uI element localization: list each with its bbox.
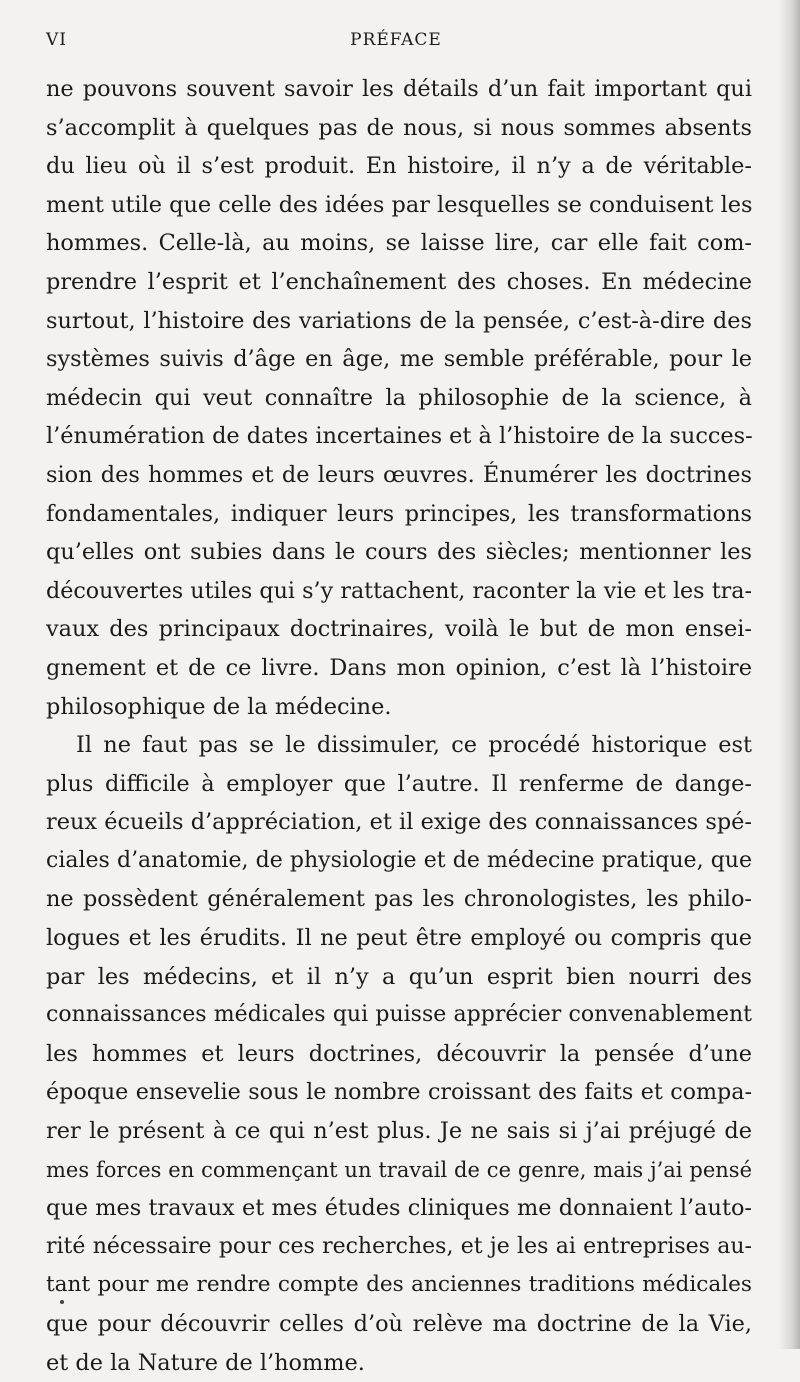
text-line: reux écueils d’appréciation, et il exige des connaissances spé- [46,809,752,836]
text-line: qu’elles ont subies dans le cours des siècles; mentionner les [46,539,752,566]
text-line: mes forces en commençant un travail de ce genre, mais j’ai pensé [46,1157,752,1182]
text-line: hommes. Celle-là, au moins, se laisse lire, car elle fait com- [46,230,752,257]
paragraph-end-line: philosophique de la médecine. [46,693,392,720]
paragraph-start-line: Il ne faut pas se le dissimuler, ce procédé historique est [76,732,752,759]
paragraph-end-line: et de la Nature de l’homme. [46,1349,365,1376]
text-line: surtout, l’histoire des variations de la pensée, c’est-à-dire des [46,307,752,334]
text-line: médecin qui veut connaître la philosophie de la science, à [46,384,752,411]
ink-speck [60,1300,64,1304]
body-text [46,70,752,1382]
text-line: prendre l’esprit et l’enchaînement des choses. En médecine [46,268,752,295]
text-line: s’accomplit à quelques pas de nous, si nous sommes absents [46,114,752,141]
page-edge-shadow [778,0,800,1349]
text-line: que mes travaux et mes études cliniques me donnaient l’auto- [46,1195,752,1222]
text-line: ment utile que celle des idées par lesquelles se conduisent les [46,191,753,218]
text-line: plus difficile à employer que l’autre. Il renferme de dange- [46,770,752,797]
text-line: que pour découvrir celles d’où relève ma doctrine de la Vie, [46,1311,752,1337]
running-title: PRÉFACE [350,30,442,50]
text-line: gnement et de ce livre. Dans mon opinion, c’est là l’histoire [46,654,752,681]
text-line: systèmes suivis d’âge en âge, me semble préférable, pour le [46,346,752,373]
text-line: rer le présent à ce qui n’est plus. Je ne sais si j’ai préjugé de [46,1118,752,1145]
text-line: les hommes et leurs doctrines, découvrir la pensée d’une [46,1040,752,1067]
running-header [46,30,746,60]
text-line: connaissances médicales qui puisse apprécier convenablement [46,1002,752,1028]
text-line: ne possèdent généralement pas les chronologistes, les philo- [46,886,752,913]
text-line: tant pour me rendre compte des anciennes traditions médicales [46,1272,752,1298]
text-line: rité nécessaire pour ces recherches, et je les ai entreprises au- [46,1233,752,1259]
text-line: fondamentales, indiquer leurs principes, les transformations [46,500,752,527]
text-line: l’énumération de dates incertaines et à l’histoire de la succes- [46,423,753,450]
text-line: époque ensevelie sous le nombre croissant des faits et compa- [46,1079,752,1106]
text-line: découvertes utiles qui s’y rattachent, raconter la vie et les tra- [46,577,752,604]
text-line: du lieu où il s’est produit. En histoire, il n’y a de véritable- [46,153,752,180]
text-line: vaux des principaux doctrinaires, voilà le but de mon ensei- [46,616,752,643]
text-line: par les médecins, et il n’y a qu’un esprit bien nourri des [46,963,752,990]
text-line: logues et les érudits. Il ne peut être employé ou compris que [46,925,752,952]
text-line: ne pouvons souvent savoir les détails d’un fait important qui [46,76,752,102]
page-number: VI [46,30,67,50]
text-line: sion des hommes et de leurs œuvres. Énumérer les doctrines [46,461,752,488]
text-line: ciales d’anatomie, de physiologie et de médecine pratique, que [46,847,752,873]
